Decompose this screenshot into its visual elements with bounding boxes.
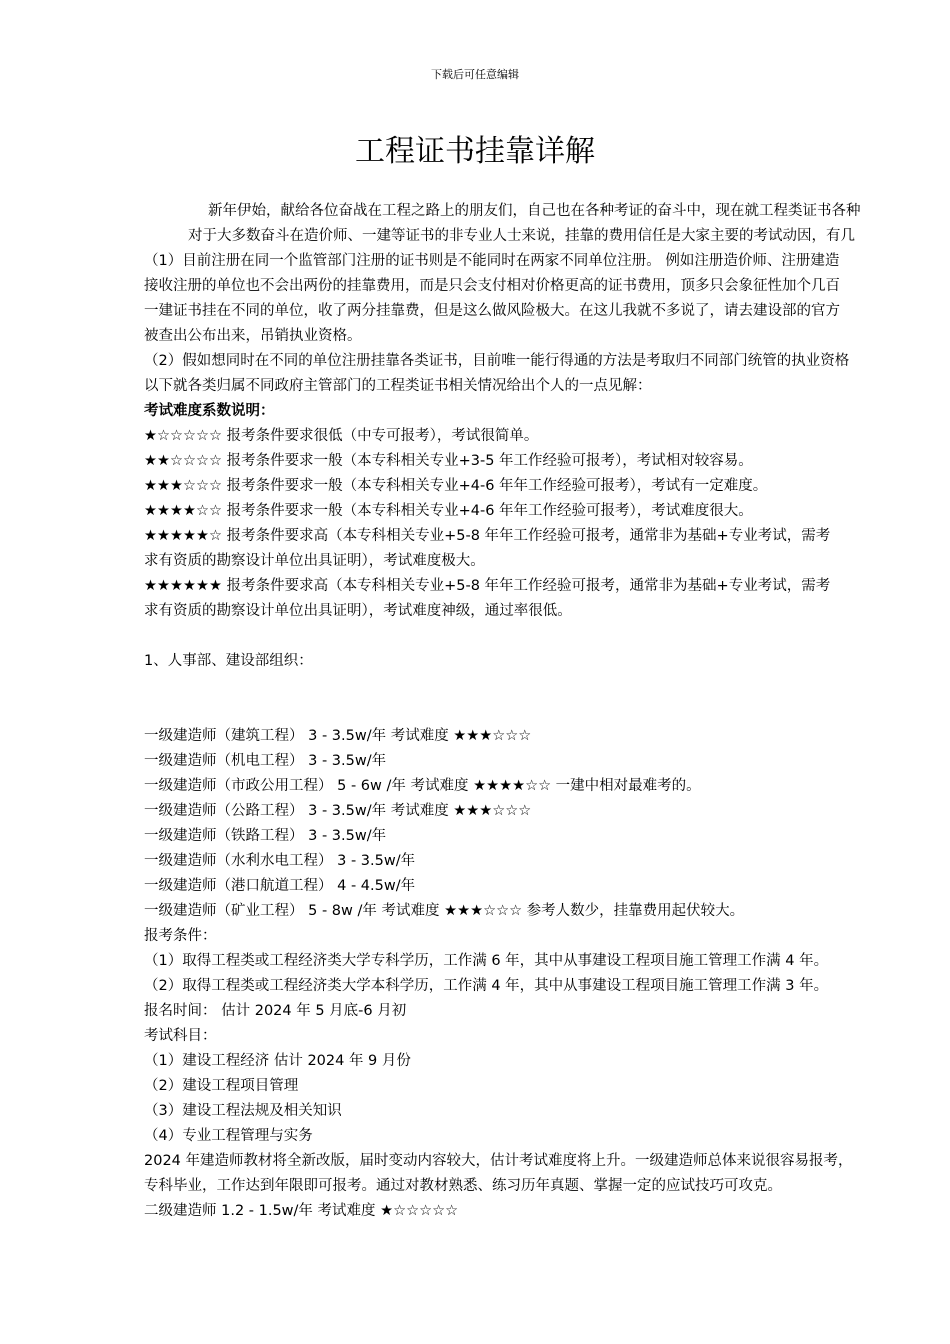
intro-paragraph-line: 接收注册的单位也不会出两份的挂靠费用，而是只会支付相对价格更高的证书费用，顶多只会象征性加个几百	[144, 278, 840, 294]
document-title: 工程证书挂靠详解	[355, 134, 595, 169]
intro-paragraph-line: （1）目前注册在同一个监管部门注册的证书则是不能同时在两家不同单位注册。 例如注册造价师、注册建造	[144, 253, 840, 269]
cert-line: 一级建造师（矿业工程） 5 - 8w /年 考试难度 ★★★☆☆☆ 参考人数少，挂靠费用起伏较大。	[144, 903, 745, 919]
note-line: 专科毕业，工作达到年限即可报考。通过对教材熟悉、练习历年真题、掌握一定的应试技巧可攻克。	[144, 1178, 782, 1194]
intro-paragraph-line: 一建证书挂在不同的单位，收了两分挂靠费，但是这么做风险极大。在这儿我就不多说了，请去建设部的官方	[144, 303, 840, 319]
condition-line: （1）取得工程类或工程经济类大学专科学历，工作满 6 年，其中从事建设工程项目施工管理工作满 4 年。	[144, 953, 829, 969]
cert-line: 一级建造师（水利水电工程） 3 - 3.5w/年	[144, 853, 416, 869]
cert-line: 一级建造师（建筑工程） 3 - 3.5w/年 考试难度 ★★★☆☆☆	[144, 728, 532, 744]
note-line: 2024 年建造师教材将全新改版，届时变动内容较大，估计考试难度将上升。一级建造师总体来说很容易报考，	[144, 1153, 853, 1169]
intro-paragraph-line: 对于大多数奋斗在造价师、一建等证书的非专业人士来说，挂靠的费用信任是大家主要的考试动因，有几	[188, 228, 855, 244]
intro-paragraph-line: （2）假如想同时在不同的单位注册挂靠各类证书，目前唯一能行得通的方法是考取归不同部门统管的执业资格	[144, 353, 850, 369]
difficulty-line: ★★★★☆☆ 报考条件要求一般（本专科相关专业+4-6 年年工作经验可报考），考试难度很大。	[144, 503, 753, 519]
subject-line: （3）建设工程法规及相关知识	[144, 1103, 342, 1119]
intro-paragraph-line: 新年伊始，献给各位奋战在工程之路上的朋友们，自己也在各种考证的奋斗中，现在就工程类证书各种	[208, 203, 861, 219]
difficulty-line: 求有资质的勘察设计单位出具证明），考试难度神级，通过率很低。	[144, 603, 572, 619]
cert-line: 二级建造师 1.2 - 1.5w/年 考试难度 ★☆☆☆☆☆	[144, 1203, 459, 1219]
subject-line: （2）建设工程项目管理	[144, 1078, 299, 1094]
header-note: 下载后可任意编辑	[431, 68, 519, 81]
difficulty-line: ★★☆☆☆☆ 报考条件要求一般（本专科相关专业+3-5 年工作经验可报考），考试相对较容易。	[144, 453, 753, 469]
signup-time: 报名时间： 估计 2024 年 5 月底-6 月初	[144, 1003, 407, 1019]
document-body	[144, 199, 950, 1224]
difficulty-line: ★★★★★★ 报考条件要求高（本专科相关专业+5-8 年年工作经验可报考，通常非为基础+专业考试，需考	[144, 578, 831, 594]
difficulty-line: 求有资质的勘察设计单位出具证明），考试难度极大。	[144, 553, 485, 569]
conditions-label: 报考条件：	[144, 928, 217, 944]
condition-line: （2）取得工程类或工程经济类大学本科学历，工作满 4 年，其中从事建设工程项目施工管理工作满 3 年。	[144, 978, 829, 994]
subject-line: （1）建设工程经济 估计 2024 年 9 月份	[144, 1053, 411, 1069]
intro-paragraph-line: 被查出公布出来，吊销执业资格。	[144, 328, 362, 344]
difficulty-line: ★☆☆☆☆☆ 报考条件要求很低（中专可报考），考试很简单。	[144, 428, 539, 444]
section-heading: 1、人事部、建设部组织：	[144, 653, 313, 669]
spacer	[144, 624, 950, 649]
spacer	[144, 674, 950, 724]
cert-line: 一级建造师（机电工程） 3 - 3.5w/年	[144, 753, 387, 769]
difficulty-line: ★★★★★☆ 报考条件要求高（本专科相关专业+5-8 年年工作经验可报考，通常非为基础+专业考试，需考	[144, 528, 831, 544]
cert-line: 一级建造师（港口航道工程） 4 - 4.5w/年	[144, 878, 416, 894]
subjects-label: 考试科目：	[144, 1028, 217, 1044]
difficulty-line: ★★★☆☆☆ 报考条件要求一般（本专科相关专业+4-6 年年工作经验可报考），考试有一定难度。	[144, 478, 768, 494]
cert-line: 一级建造师（公路工程） 3 - 3.5w/年 考试难度 ★★★☆☆☆	[144, 803, 532, 819]
difficulty-heading: 考试难度系数说明：	[144, 403, 275, 419]
cert-line: 一级建造师（市政公用工程） 5 - 6w /年 考试难度 ★★★★☆☆ 一建中相对最难考的。	[144, 778, 701, 794]
intro-paragraph-line: 以下就各类归属不同政府主管部门的工程类证书相关情况给出个人的一点见解：	[144, 378, 652, 394]
cert-line: 一级建造师（铁路工程） 3 - 3.5w/年	[144, 828, 387, 844]
subject-line: （4）专业工程管理与实务	[144, 1128, 313, 1144]
